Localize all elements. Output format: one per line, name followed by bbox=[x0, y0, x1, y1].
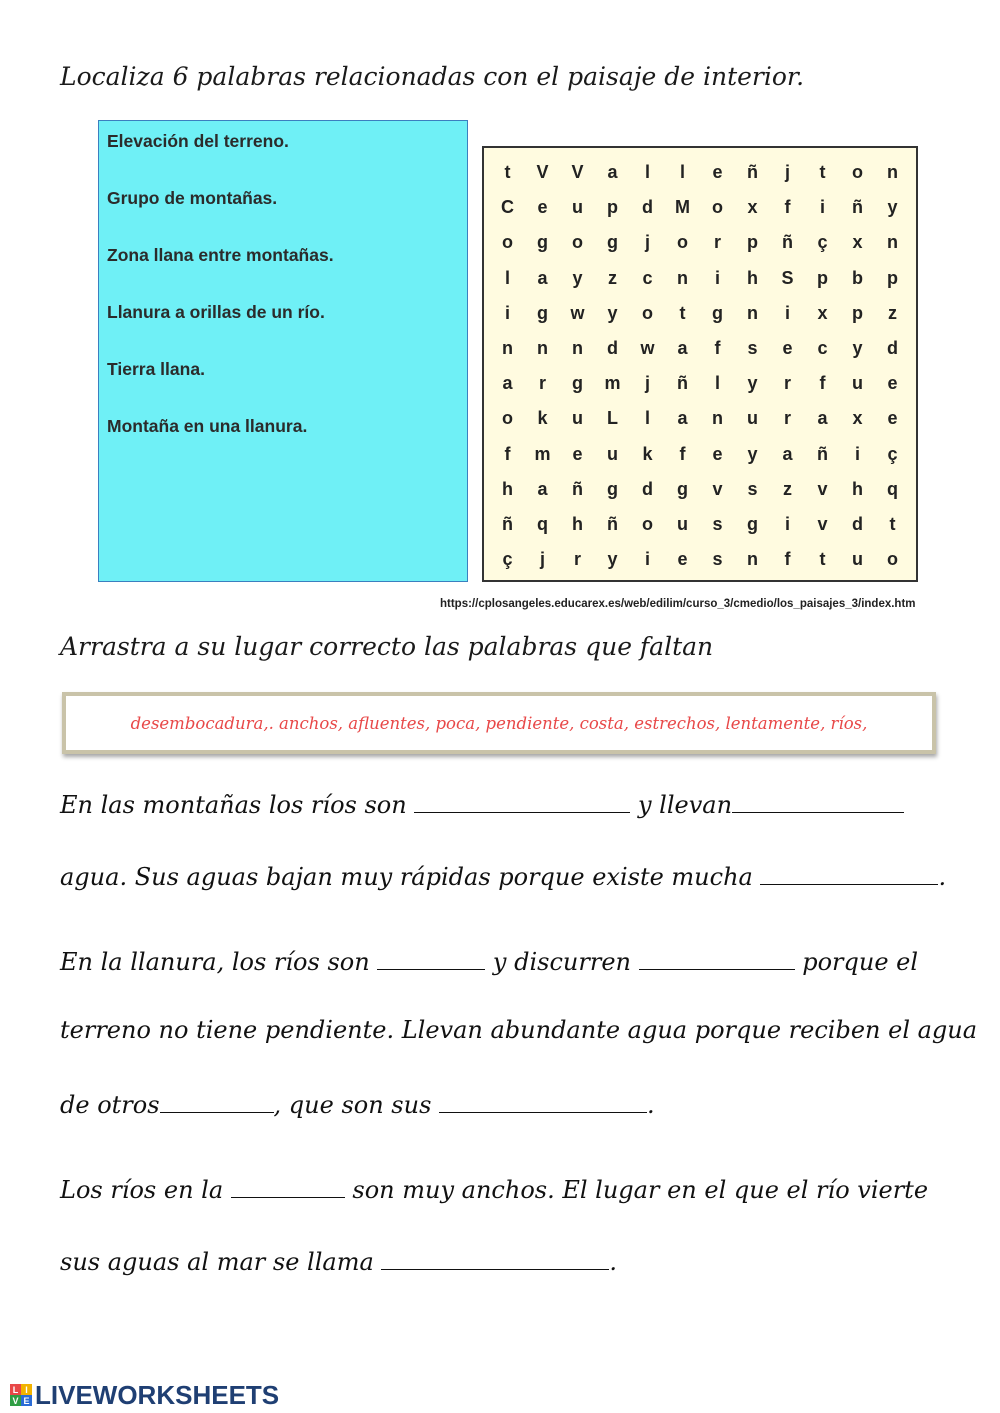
grid-letter-cell[interactable]: ç bbox=[817, 232, 828, 253]
brand-name: LIVEWORKSHEETS bbox=[35, 1379, 280, 1410]
grid-letter-cell[interactable]: p bbox=[887, 267, 898, 288]
grid-letter-cell[interactable]: S bbox=[781, 267, 794, 288]
grid-letter-cell[interactable]: j bbox=[644, 373, 650, 394]
grid-letter-cell[interactable]: y bbox=[572, 267, 583, 288]
grid-letter-cell[interactable]: d bbox=[607, 338, 618, 359]
grid-letter-cell[interactable]: f bbox=[784, 549, 791, 570]
grid-letter-cell[interactable]: u bbox=[852, 373, 863, 394]
grid-letter-cell[interactable]: r bbox=[713, 232, 721, 253]
sentence-text: son muy anchos. El lugar en el que el río vierte bbox=[344, 1176, 929, 1204]
grid-letter-cell[interactable]: z bbox=[608, 267, 617, 288]
grid-letter-cell[interactable]: z bbox=[783, 478, 792, 499]
grid-letter-cell[interactable]: f bbox=[504, 443, 511, 464]
grid-letter-cell[interactable]: e bbox=[782, 338, 793, 359]
grid-letter-cell[interactable]: n bbox=[712, 408, 723, 429]
answer-blank[interactable] bbox=[377, 945, 485, 970]
clue-item: Grupo de montañas. bbox=[107, 188, 278, 208]
grid-letter-cell[interactable]: ñ bbox=[852, 197, 863, 218]
grid-letter-cell[interactable]: ñ bbox=[782, 232, 793, 253]
word-search-grid bbox=[482, 146, 918, 582]
sentence-line bbox=[60, 1016, 977, 1044]
grid-letter-cell[interactable]: e bbox=[537, 197, 548, 218]
sentence-line bbox=[60, 1088, 655, 1119]
grid-letter-cell[interactable]: n bbox=[887, 232, 898, 253]
grid-letter-cell[interactable]: r bbox=[783, 408, 791, 429]
grid-letter-cell[interactable]: y bbox=[887, 197, 898, 218]
grid-letter-cell[interactable]: i bbox=[819, 197, 825, 218]
grid-letter-cell[interactable]: ñ bbox=[747, 162, 758, 183]
grid-letter-cell[interactable]: e bbox=[572, 443, 583, 464]
grid-letter-cell[interactable]: l bbox=[504, 267, 510, 288]
grid-letter-cell[interactable]: y bbox=[607, 549, 618, 570]
grid-letter-cell[interactable]: n bbox=[537, 338, 548, 359]
sentence-text: y discurren bbox=[485, 948, 639, 976]
grid-letter-cell[interactable]: i bbox=[504, 302, 510, 323]
grid-letter-cell[interactable]: x bbox=[747, 197, 758, 218]
grid-letter-cell[interactable]: e bbox=[887, 373, 898, 394]
grid-letter-cell[interactable]: i bbox=[854, 443, 860, 464]
grid-letter-cell[interactable]: o bbox=[572, 232, 583, 253]
grid-letter-cell[interactable]: v bbox=[817, 478, 828, 499]
clue-item: Tierra llana. bbox=[107, 359, 205, 379]
grid-letter-cell[interactable]: y bbox=[852, 338, 863, 359]
grid-letter-cell[interactable]: g bbox=[537, 302, 548, 323]
grid-letter-cell[interactable]: a bbox=[677, 408, 688, 429]
grid-letter-cell[interactable]: a bbox=[607, 162, 618, 183]
word-bank[interactable] bbox=[62, 692, 936, 754]
grid-letter-cell[interactable]: o bbox=[887, 549, 898, 570]
sentence-text: En las montañas los ríos son bbox=[60, 791, 415, 819]
grid-letter-cell[interactable]: k bbox=[537, 408, 548, 429]
grid-letter-cell[interactable]: u bbox=[572, 197, 583, 218]
grid-letter-cell[interactable]: a bbox=[782, 443, 793, 464]
sentence-text: . bbox=[609, 1248, 618, 1276]
grid-letter-cell[interactable]: b bbox=[852, 267, 863, 288]
grid-letter-cell[interactable]: u bbox=[607, 443, 618, 464]
clue-item: Elevación del terreno. bbox=[107, 131, 289, 151]
grid-letter-cell[interactable]: d bbox=[642, 478, 653, 499]
sentence-line bbox=[60, 1245, 617, 1276]
answer-blank[interactable] bbox=[160, 1088, 274, 1113]
grid-letter-cell[interactable]: u bbox=[677, 513, 688, 534]
sentence-line bbox=[60, 1173, 928, 1204]
grid-letter-cell[interactable]: ç bbox=[502, 549, 513, 570]
answer-blank[interactable] bbox=[231, 1173, 345, 1198]
grid-letter-cell[interactable]: y bbox=[607, 302, 618, 323]
grid-letter-cell[interactable]: x bbox=[817, 302, 828, 323]
grid-letter-cell[interactable]: v bbox=[712, 478, 723, 499]
clue-box bbox=[98, 120, 468, 582]
grid-letter-cell[interactable]: V bbox=[536, 162, 549, 183]
sentence-text: de otros bbox=[60, 1091, 160, 1119]
grid-letter-cell[interactable]: q bbox=[537, 513, 548, 534]
grid-letter-cell[interactable]: o bbox=[677, 232, 688, 253]
grid-letter-cell[interactable]: p bbox=[817, 267, 828, 288]
grid-letter-cell[interactable]: s bbox=[747, 478, 758, 499]
grid-letter-cell[interactable]: x bbox=[852, 232, 863, 253]
grid-letter-cell[interactable]: e bbox=[677, 549, 688, 570]
answer-blank[interactable] bbox=[439, 1088, 647, 1113]
grid-letter-cell[interactable]: o bbox=[712, 197, 723, 218]
grid-letter-cell[interactable]: n bbox=[747, 549, 758, 570]
grid-letter-cell[interactable]: o bbox=[502, 232, 513, 253]
grid-letter-cell[interactable]: v bbox=[817, 513, 828, 534]
grid-letter-cell[interactable]: o bbox=[642, 302, 653, 323]
grid-letter-cell[interactable]: j bbox=[539, 549, 545, 570]
grid-letter-cell[interactable]: h bbox=[852, 478, 863, 499]
grid-letter-cell[interactable]: M bbox=[675, 197, 690, 218]
grid-letter-cell[interactable]: i bbox=[784, 513, 790, 534]
grid-letter-cell[interactable]: f bbox=[714, 338, 721, 359]
grid-letter-cell[interactable]: ñ bbox=[572, 478, 583, 499]
grid-letter-cell[interactable]: s bbox=[747, 338, 758, 359]
grid-letter-cell[interactable]: t bbox=[819, 162, 826, 183]
grid-letter-cell[interactable]: g bbox=[677, 478, 688, 499]
grid-letter-cell[interactable]: y bbox=[747, 373, 758, 394]
grid-letter-cell[interactable]: p bbox=[852, 302, 863, 323]
grid-letter-cell[interactable]: f bbox=[784, 197, 791, 218]
grid-letter-cell[interactable]: p bbox=[747, 232, 758, 253]
grid-letter-cell[interactable]: r bbox=[538, 373, 546, 394]
grid-letter-cell[interactable]: i bbox=[644, 549, 650, 570]
grid-letter-cell[interactable]: a bbox=[537, 267, 548, 288]
grid-letter-cell[interactable]: g bbox=[572, 373, 583, 394]
grid-letter-cell[interactable]: ñ bbox=[817, 443, 828, 464]
grid-letter-cell[interactable]: r bbox=[783, 373, 791, 394]
wordsearch-instruction: Localiza 6 palabras relacionadas con el paisaje de interior. bbox=[60, 62, 805, 91]
grid-letter-cell[interactable]: L bbox=[607, 408, 618, 429]
grid-letter-cell[interactable]: e bbox=[887, 408, 898, 429]
grid-letter-cell[interactable]: y bbox=[747, 443, 758, 464]
grid-letter-cell[interactable]: e bbox=[712, 162, 723, 183]
grid-letter-cell[interactable]: n bbox=[887, 162, 898, 183]
grid-letter-cell[interactable]: q bbox=[887, 478, 898, 499]
grid-letter-cell[interactable]: h bbox=[572, 513, 583, 534]
grid-letter-cell[interactable]: g bbox=[607, 232, 618, 253]
grid-letter-cell[interactable]: r bbox=[573, 549, 581, 570]
grid-letter-cell[interactable]: o bbox=[852, 162, 863, 183]
answer-blank[interactable] bbox=[414, 788, 630, 813]
grid-letter-cell[interactable]: g bbox=[712, 302, 723, 323]
grid-letter-cell[interactable]: n bbox=[677, 267, 688, 288]
grid-letter-cell[interactable]: f bbox=[679, 443, 686, 464]
grid-letter-cell[interactable]: t bbox=[819, 549, 826, 570]
grid-letter-cell[interactable]: h bbox=[502, 478, 513, 499]
sentence-text: . bbox=[938, 863, 947, 891]
grid-letter-cell[interactable]: a bbox=[817, 408, 828, 429]
answer-blank[interactable] bbox=[639, 945, 795, 970]
grid-letter-cell[interactable]: t bbox=[504, 162, 511, 183]
grid-letter-cell[interactable]: u bbox=[572, 408, 583, 429]
grid-letter-cell[interactable]: d bbox=[642, 197, 653, 218]
grid-letter-cell[interactable]: ç bbox=[887, 443, 898, 464]
grid-letter-cell[interactable]: d bbox=[852, 513, 863, 534]
grid-letter-cell[interactable]: C bbox=[501, 197, 514, 218]
grid-letter-cell[interactable]: n bbox=[747, 302, 758, 323]
grid-letter-cell[interactable]: o bbox=[502, 408, 513, 429]
grid-letter-cell[interactable]: s bbox=[712, 513, 723, 534]
answer-blank[interactable] bbox=[381, 1245, 609, 1270]
grid-letter-cell[interactable]: g bbox=[607, 478, 618, 499]
grid-letter-cell[interactable]: a bbox=[502, 373, 513, 394]
grid-letter-cell[interactable]: ñ bbox=[607, 513, 618, 534]
sentence-text: terreno no tiene pendiente. Llevan abundante agua porque reciben el agua bbox=[60, 1016, 978, 1044]
sentence-line bbox=[60, 788, 904, 819]
source-url: https://cplosangeles.educarex.es/web/edilim/curso_3/cmedio/los_paisajes_3/index.htm bbox=[440, 598, 916, 610]
grid-letter-cell[interactable]: j bbox=[784, 162, 790, 183]
grid-letter-cell[interactable]: f bbox=[819, 373, 826, 394]
clue-item: Llanura a orillas de un río. bbox=[107, 302, 325, 322]
grid-letter-cell[interactable]: w bbox=[640, 338, 655, 359]
sentence-text: agua. Sus aguas bajan muy rápidas porque existe mucha bbox=[60, 863, 761, 891]
sentence-text: . bbox=[647, 1091, 655, 1119]
grid-letter-cell[interactable]: l bbox=[644, 162, 650, 183]
grid-letter-cell[interactable]: ñ bbox=[677, 373, 688, 394]
grid-letter-cell[interactable]: u bbox=[747, 408, 758, 429]
drag-instruction: Arrastra a su lugar correcto las palabras que faltan bbox=[60, 632, 714, 661]
grid-letter-cell[interactable]: d bbox=[887, 338, 898, 359]
grid-letter-cell[interactable]: j bbox=[644, 232, 650, 253]
sentence-text: , que son sus bbox=[273, 1091, 440, 1119]
grid-letter-cell[interactable]: g bbox=[537, 232, 548, 253]
answer-blank[interactable] bbox=[732, 788, 904, 813]
grid-letter-cell[interactable]: m bbox=[534, 443, 551, 464]
liveworksheets-logo-icon: L I V E bbox=[10, 1384, 32, 1406]
grid-letter-cell[interactable]: o bbox=[642, 513, 653, 534]
grid-letter-cell[interactable]: u bbox=[852, 549, 863, 570]
grid-letter-cell[interactable]: V bbox=[571, 162, 584, 183]
clue-item: Zona llana entre montañas. bbox=[107, 245, 334, 265]
sentence-text: En la llanura, los ríos son bbox=[60, 948, 378, 976]
grid-letter-cell[interactable]: w bbox=[570, 302, 585, 323]
sentence-text: sus aguas al mar se llama bbox=[60, 1248, 382, 1276]
sentence-line bbox=[60, 860, 946, 891]
grid-letter-cell[interactable]: t bbox=[889, 513, 896, 534]
grid-letter-cell[interactable]: n bbox=[502, 338, 513, 359]
answer-blank[interactable] bbox=[760, 860, 938, 885]
grid-letter-cell[interactable]: h bbox=[747, 267, 758, 288]
sentence-text: porque el bbox=[794, 948, 919, 976]
grid-letter-cell[interactable]: i bbox=[714, 267, 720, 288]
sentence-line bbox=[60, 945, 918, 976]
grid-letter-cell[interactable]: c bbox=[817, 338, 828, 359]
clue-item: Montaña en una llanura. bbox=[107, 416, 308, 436]
word-bank-text[interactable]: desembocadura,. anchos, afluentes, poca, pendiente, costa, estrechos, lentamente, ríos, bbox=[130, 713, 868, 733]
grid-letter-cell[interactable]: e bbox=[712, 443, 723, 464]
grid-letter-cell[interactable]: n bbox=[572, 338, 583, 359]
grid-letter-cell[interactable]: c bbox=[642, 267, 653, 288]
footer-logo[interactable] bbox=[10, 1378, 279, 1412]
grid-letter-cell[interactable]: i bbox=[784, 302, 790, 323]
grid-letter-cell[interactable]: a bbox=[677, 338, 688, 359]
sentence-text: Los ríos en la bbox=[60, 1176, 231, 1204]
grid-letter-cell[interactable]: l bbox=[679, 162, 685, 183]
grid-letter-cell[interactable]: m bbox=[604, 373, 621, 394]
grid-letter-cell[interactable]: g bbox=[747, 513, 758, 534]
grid-letter-cell[interactable]: x bbox=[852, 408, 863, 429]
grid-letter-cell[interactable]: s bbox=[712, 549, 723, 570]
grid-letter-cell[interactable]: k bbox=[642, 443, 653, 464]
sentence-text: y llevan bbox=[630, 791, 733, 819]
grid-letter-cell[interactable]: a bbox=[537, 478, 548, 499]
grid-letter-cell[interactable]: ñ bbox=[502, 513, 513, 534]
grid-letter-cell[interactable]: z bbox=[888, 302, 897, 323]
grid-letter-cell[interactable]: l bbox=[644, 408, 650, 429]
grid-letter-cell[interactable]: l bbox=[714, 373, 720, 394]
grid-letter-cell[interactable]: p bbox=[607, 197, 618, 218]
grid-letter-cell[interactable]: t bbox=[679, 302, 686, 323]
